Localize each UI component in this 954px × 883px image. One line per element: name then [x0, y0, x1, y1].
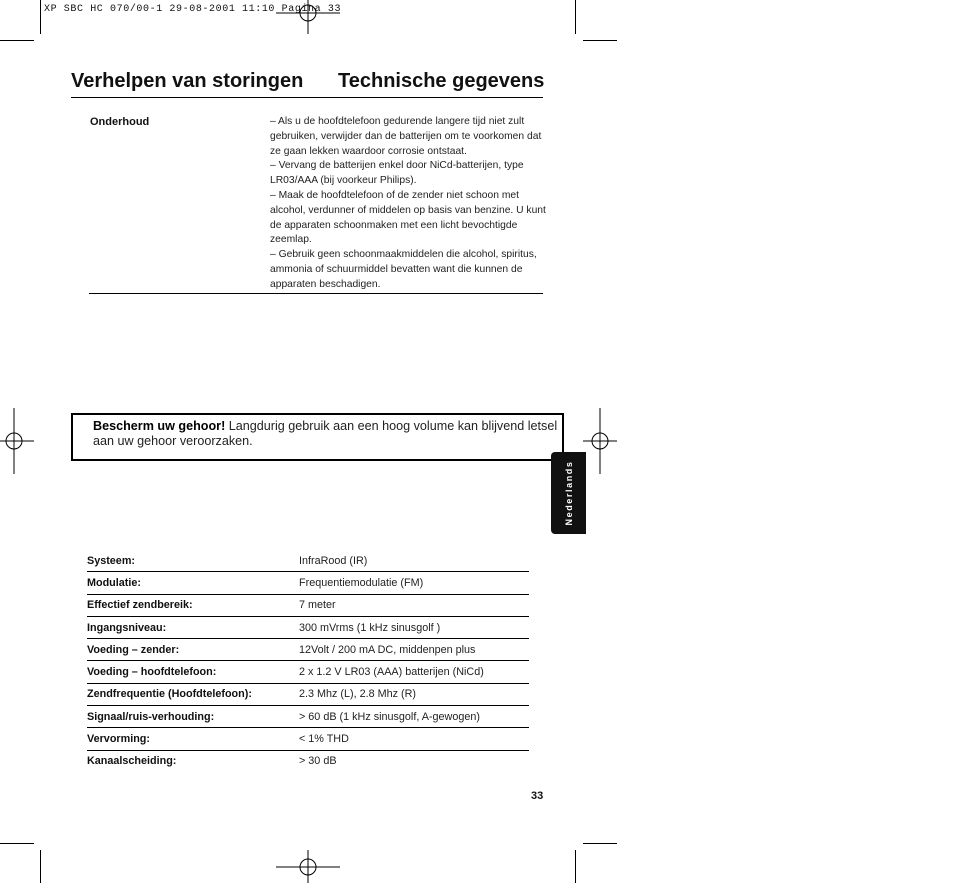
spec-value: Frequentiemodulatie (FM) [299, 572, 529, 594]
spec-value: 7 meter [299, 594, 529, 616]
table-row [87, 639, 529, 661]
registration-mark-icon [0, 408, 34, 474]
maintenance-label: Onderhoud [90, 116, 150, 128]
spec-label: Vervorming: [87, 728, 299, 750]
spec-label: Signaal/ruis-verhouding: [87, 706, 299, 728]
spec-value: 2.3 Mhz (L), 2.8 Mhz (R) [299, 683, 529, 705]
maintenance-paragraph: – Maak de hoofdtelefoon of de zender niet schoon met alcohol, verdunner of middelen op basis van benzine. U kunt de apparaten schoonmaken met een licht bevochtigde zeemlap. [270, 189, 546, 246]
spec-label: Zendfrequentie (Hoofdtelefoon): [87, 683, 299, 705]
spec-label: Modulatie: [87, 572, 299, 594]
registration-mark-icon [583, 408, 617, 474]
table-row [87, 661, 529, 683]
section-title-technical-data: Technische gegevens [338, 70, 545, 92]
table-row [87, 616, 529, 638]
spec-value: > 30 dB [299, 755, 337, 768]
maintenance-text [270, 115, 546, 293]
spec-label: Voeding – zender: [87, 639, 299, 661]
crop-mark [40, 850, 41, 883]
spec-label: Ingangsniveau: [87, 616, 299, 638]
hearing-warning-text: Langdurig gebruik aan een hoog volume kan blijvend letsel aan uw gehoor veroorzaken. [93, 419, 558, 448]
table-row [87, 594, 529, 616]
crop-mark [0, 843, 34, 844]
print-header: XP SBC HC 070/00-1 29-08-2001 11:10 Pagina 33 [44, 4, 342, 15]
spec-value: 2 x 1.2 V LR03 (AAA) batterijen (NiCd) [299, 661, 529, 683]
table-row [87, 572, 529, 594]
language-tab [551, 452, 586, 534]
crop-mark [583, 40, 617, 41]
spec-label: Systeem: [87, 550, 299, 572]
spec-label: Kanaalscheiding: [87, 755, 177, 768]
title-divider [71, 97, 543, 98]
registration-mark-icon [276, 0, 340, 34]
table-row [87, 728, 529, 750]
spec-label: Effectief zendbereik: [87, 594, 299, 616]
table-row [87, 550, 529, 572]
registration-mark-icon [276, 850, 340, 883]
table-row [87, 706, 529, 728]
hearing-warning-box [71, 413, 564, 461]
technical-specs-table [87, 550, 529, 772]
crop-mark [583, 843, 617, 844]
crop-mark [40, 0, 41, 34]
table-row [87, 683, 529, 705]
spec-label: Voeding – hoofdtelefoon: [87, 661, 299, 683]
language-tab-label: Nederlands [563, 460, 574, 526]
section-title-troubleshooting: Verhelpen van storingen [71, 70, 304, 92]
page-number: 33 [531, 790, 544, 802]
spec-value: 300 mVrms (1 kHz sinusgolf ) [299, 616, 529, 638]
crop-mark [0, 40, 34, 41]
spec-value: < 1% THD [299, 728, 529, 750]
spec-value: 12Volt / 200 mA DC, middenpen plus [299, 639, 529, 661]
maintenance-paragraph: – Vervang de batterijen enkel door NiCd-batterijen, type LR03/AAA (bij voorkeur Philips). [270, 160, 524, 187]
maintenance-divider [89, 293, 543, 294]
table-row [87, 750, 529, 772]
crop-mark [575, 0, 576, 34]
crop-mark [575, 850, 576, 883]
spec-value: InfraRood (IR) [299, 550, 529, 572]
maintenance-paragraph: – Gebruik geen schoonmaakmiddelen die alcohol, spiritus, ammonia of schuurmiddel bevatten want die kunnen de apparaten beschadigen. [270, 249, 537, 290]
hearing-warning-title: Bescherm uw gehoor! [93, 419, 226, 433]
spec-value: > 60 dB (1 kHz sinusgolf, A-gewogen) [299, 706, 529, 728]
maintenance-paragraph: – Als u de hoofdtelefoon gedurende langere tijd niet zult gebruiken, verwijder dan de batterijen om te voorkomen dat ze gaan lekken waardoor corrosie ontstaat. [270, 116, 542, 157]
